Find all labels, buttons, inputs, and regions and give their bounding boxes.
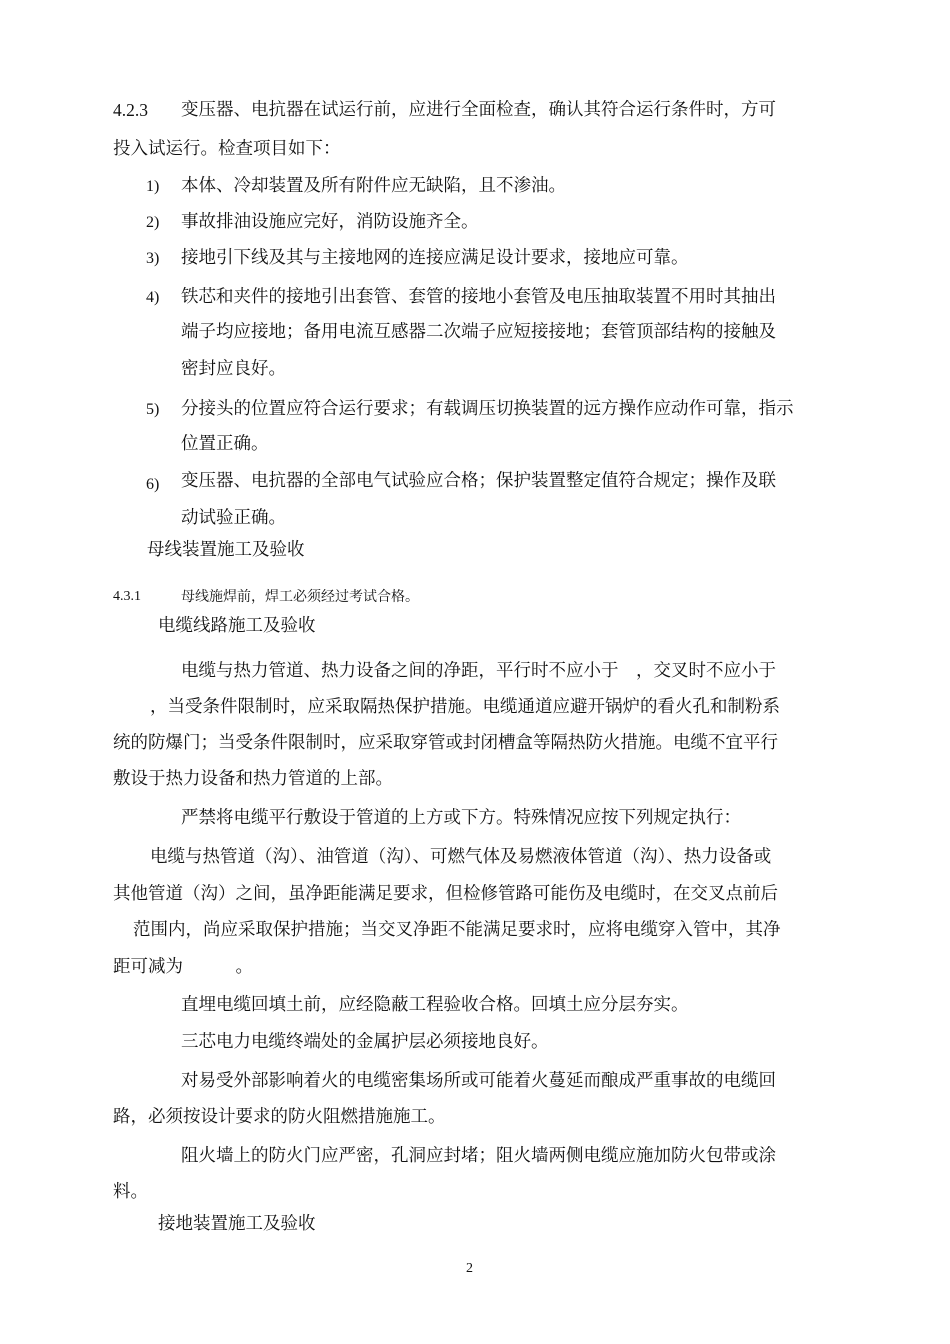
section-4-3-1-text: 母线施焊前，焊工必须经过考试合格。 bbox=[181, 589, 419, 605]
cable-p4-line-1: 直埋电缆回填土前，应经隐蔽工程验收合格。回填土应分层夯实。 bbox=[181, 995, 689, 1015]
item-4-line-2: 端子均应接地；备用电流互感器二次端子应短接接地；套管顶部结构的接触及 bbox=[181, 322, 776, 342]
cable-p1-line-2: ，当受条件限制时，应采取隔热保护措施。电缆通道应避开锅炉的看火孔和制粉系 bbox=[150, 697, 780, 717]
item-number-1: 1) bbox=[146, 178, 160, 195]
cable-p3-line-1: 电缆与热管道（沟）、油管道（沟）、可燃气体及易燃液体管道（沟）、热力设备或 bbox=[150, 847, 772, 867]
item-number-3: 3) bbox=[146, 250, 160, 267]
item-number-5: 5) bbox=[146, 401, 160, 418]
item-4-line-1: 铁芯和夹件的接地引出套管、套管的接地小套管及电压抽取装置不用时其抽出 bbox=[181, 287, 776, 307]
cable-p5-line-1: 三芯电力电缆终端处的金属护层必须接地良好。 bbox=[181, 1032, 549, 1052]
cable-p1-line-1: 电缆与热力管道、热力设备之间的净距，平行时不应小于 ，交叉时不应小于 bbox=[181, 661, 776, 681]
item-number-6: 6) bbox=[146, 476, 160, 493]
cable-p3-line-2: 其他管道（沟）之间，虽净距能满足要求，但检修管路可能伤及电缆时，在交叉点前后 bbox=[113, 884, 778, 904]
cable-p3-line-4: 距可减为 。 bbox=[113, 957, 253, 977]
item-number-4: 4) bbox=[146, 289, 160, 306]
item-5-line-1: 分接头的位置应符合运行要求；有载调压切换装置的远方操作应动作可靠，指示 bbox=[181, 399, 794, 419]
item-3-line-1: 接地引下线及其与主接地网的连接应满足设计要求，接地应可靠。 bbox=[181, 248, 689, 268]
section-4-2-3-line-1: 变压器、电抗器在试运行前，应进行全面检查，确认其符合运行条件时，方可 bbox=[181, 100, 776, 120]
item-5-line-2: 位置正确。 bbox=[181, 434, 269, 454]
cable-p3-line-3: 范围内，尚应采取保护措施；当交叉净距不能满足要求时，应将电缆穿入管中，其净 bbox=[133, 920, 781, 940]
item-4-line-3: 密封应良好。 bbox=[181, 359, 286, 379]
cable-p7-line-2: 料。 bbox=[113, 1182, 148, 1202]
item-6-line-1: 变压器、电抗器的全部电气试验应合格；保护装置整定值符合规定；操作及联 bbox=[181, 471, 776, 491]
cable-p6-line-1: 对易受外部影响着火的电缆密集场所或可能着火蔓延而酿成严重事故的电缆回 bbox=[181, 1071, 776, 1091]
cable-p7-line-1: 阻火墙上的防火门应严密，孔洞应封堵；阻火墙两侧电缆应施加防火包带或涂 bbox=[181, 1146, 776, 1166]
heading-grounding: 接地装置施工及验收 bbox=[158, 1214, 316, 1234]
heading-cable: 电缆线路施工及验收 bbox=[158, 616, 316, 636]
section-number-4-2-3: 4.2.3 bbox=[113, 100, 148, 120]
section-number-4-3-1: 4.3.1 bbox=[113, 589, 141, 604]
item-1-line-1: 本体、冷却装置及所有附件应无缺陷，且不渗油。 bbox=[181, 176, 566, 196]
item-2-line-1: 事故排油设施应完好，消防设施齐全。 bbox=[181, 212, 479, 232]
section-4-2-3-line-2: 投入试运行。检查项目如下： bbox=[113, 139, 341, 159]
heading-busbar: 母线装置施工及验收 bbox=[147, 540, 305, 560]
item-6-line-2: 动试验正确。 bbox=[181, 508, 286, 528]
item-number-2: 2) bbox=[146, 214, 160, 231]
cable-p2-line-1: 严禁将电缆平行敷设于管道的上方或下方。特殊情况应按下列规定执行： bbox=[181, 808, 741, 828]
cable-p1-line-4: 敷设于热力设备和热力管道的上部。 bbox=[113, 769, 393, 789]
cable-p6-line-2: 路，必须按设计要求的防火阻燃措施施工。 bbox=[113, 1107, 446, 1127]
cable-p1-line-3: 统的防爆门；当受条件限制时，应采取穿管或封闭槽盒等隔热防火措施。电缆不宜平行 bbox=[113, 733, 778, 753]
page-number: 2 bbox=[466, 1261, 473, 1276]
